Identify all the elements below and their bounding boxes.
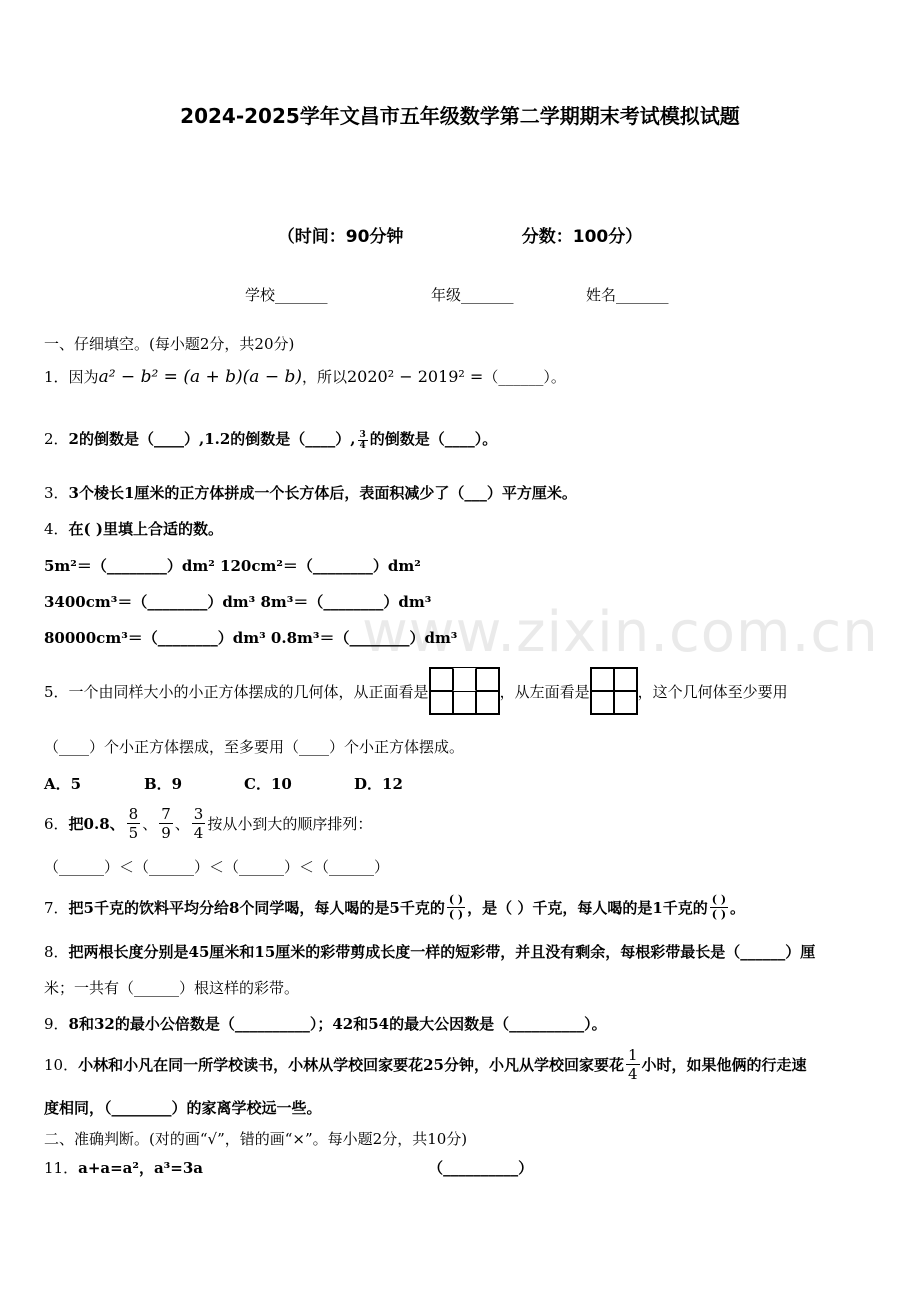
watermark: www.zixin.com.cn (362, 600, 879, 665)
question-number: 11． (44, 1159, 79, 1177)
fraction-numerator: 3 (193, 804, 204, 823)
option-b: B．9 (144, 775, 183, 793)
option-a: A．5 (44, 775, 82, 793)
question-5-line-2: （____）个小正方体摆成，至多要用（____）个小正方体摆成。 (44, 738, 465, 756)
question-number: 8． (44, 943, 69, 961)
question-10 (44, 1042, 807, 1086)
question-4-line-1: 5m²＝（________）dm² 120cm²＝（________）dm² (44, 557, 421, 575)
question-4-line-3: 80000cm³＝（________）dm³ 0.8m³＝（________）dm³ (44, 629, 458, 647)
question-8 (44, 941, 815, 962)
fraction-numerator: ( ) (448, 892, 464, 906)
answer-blank: （______）。 (483, 368, 566, 386)
question-text: 因为 (68, 368, 99, 386)
fraction-numerator: 7 (161, 804, 171, 823)
question-text: 一个由同样大小的小正方体摆成的几何体，从正面看是 (68, 682, 429, 701)
question-text: ，是（ ）千克，每人喝的是1千克的 (467, 898, 708, 917)
question-4 (44, 518, 223, 539)
question-number: 10． (44, 1055, 79, 1074)
fraction (159, 805, 173, 842)
question-6-line-2: （______）＜（______）＜（______）＜（______） (44, 858, 390, 876)
question-number: 7． (44, 898, 69, 917)
school-field: 学校_______ (245, 286, 328, 304)
fraction (127, 805, 141, 842)
fraction-numerator: 3 (359, 429, 366, 440)
question-2 (44, 428, 497, 451)
question-text: 把0.8、 (68, 814, 125, 833)
question-8-line-2: 米；一共有（______）根这样的彩带。 (44, 979, 300, 997)
question-text: ，从左面看是 (499, 682, 590, 701)
question-3 (44, 482, 577, 503)
fraction-denominator: ( ) (448, 907, 464, 921)
question-text: 按从小到大的顺序排列： (207, 814, 373, 833)
question-text: 在( )里填上合适的数。 (68, 520, 223, 538)
question-text: 把5千克的饮料平均分给8个同学喝，每人喝的是5千克的 (68, 898, 445, 917)
answer-blank: （__________） (428, 1159, 534, 1177)
fraction-denominator: 4 (627, 1064, 638, 1083)
fraction-denominator: 9 (161, 823, 171, 842)
left-view-figure (590, 667, 638, 715)
question-number: 4． (44, 520, 69, 538)
front-view-figure (429, 667, 500, 715)
question-4-line-2: 3400cm³＝（________）dm³ 8m³＝（________）dm³ (44, 593, 432, 611)
question-11 (44, 1157, 533, 1178)
question-text: 把两根长度分别是45厘米和15厘米的彩带剪成长度一样的短彩带，并且没有剩余，每根彩带最长是（______）厘 (68, 943, 816, 961)
section-1-heading: 一、仔细填空。(每小题2分，共20分) (44, 335, 295, 353)
fraction (192, 805, 206, 842)
question-10-line-2: 度相同，（________）的家离学校远一些。 (44, 1099, 322, 1117)
question-text: a+a=a²，a³=3a (78, 1159, 203, 1177)
question-text: 8和32的最小公倍数是（__________）；42和54的最大公因数是（__________）。 (68, 1015, 607, 1033)
question-text: 。 (730, 898, 746, 917)
formula: 2020² − 2019² = (347, 367, 484, 386)
fraction-denominator: 4 (193, 823, 204, 842)
fraction-denominator: 5 (128, 823, 139, 842)
question-text: ，这个几何体至少要用 (637, 682, 788, 701)
question-6 (44, 801, 372, 845)
question-number: 6． (44, 814, 69, 833)
question-text: ，所以 (301, 368, 347, 386)
question-number: 5． (44, 682, 69, 701)
fraction-denominator: 4 (359, 440, 366, 451)
question-7 (44, 887, 745, 927)
section-2-heading: 二、准确判断。(对的画“√”，错的画“×”。每小题2分，共10分) (44, 1130, 468, 1148)
question-number: 9． (44, 1015, 69, 1033)
name-field: 姓名_______ (586, 286, 669, 304)
question-number: 2． (44, 430, 69, 448)
question-text: 2的倒数是（____）,1.2的倒数是（____）, (68, 430, 356, 448)
exam-time-score: （时间：90分钟 分数：100分） (277, 227, 643, 247)
fraction-numerator: 1 (627, 1045, 638, 1064)
grade-field: 年级_______ (431, 286, 514, 304)
fraction-blank (710, 893, 728, 922)
question-5-options (44, 773, 403, 794)
fraction (358, 430, 368, 451)
fraction-numerator: ( ) (711, 892, 727, 906)
question-number: 1． (44, 368, 69, 386)
fraction (626, 1046, 640, 1083)
option-d: D．12 (354, 775, 403, 793)
question-1 (44, 366, 566, 387)
fraction-denominator: ( ) (711, 907, 727, 921)
option-c: C．10 (244, 775, 292, 793)
page-title: 2024-2025学年文昌市五年级数学第二学期期末考试模拟试题 (180, 104, 740, 128)
question-text: 3个棱长1厘米的正方体拼成一个长方体后，表面积减少了（___）平方厘米。 (68, 484, 577, 502)
formula: a² − b² = (a + b)(a − b) (98, 367, 302, 387)
question-number: 3． (44, 484, 69, 502)
question-text: 小林和小凡在同一所学校读书，小林从学校回家要花25分钟，小凡从学校回家要花 (78, 1055, 624, 1074)
separator: 、 (174, 814, 190, 833)
question-text: 小时，如果他俩的行走速 (641, 1055, 807, 1074)
question-text: 的倒数是（____）。 (369, 430, 498, 448)
separator: 、 (142, 814, 158, 833)
fraction-numerator: 8 (128, 804, 139, 823)
question-5 (44, 665, 788, 717)
fraction-blank (447, 893, 465, 922)
question-9 (44, 1013, 607, 1034)
